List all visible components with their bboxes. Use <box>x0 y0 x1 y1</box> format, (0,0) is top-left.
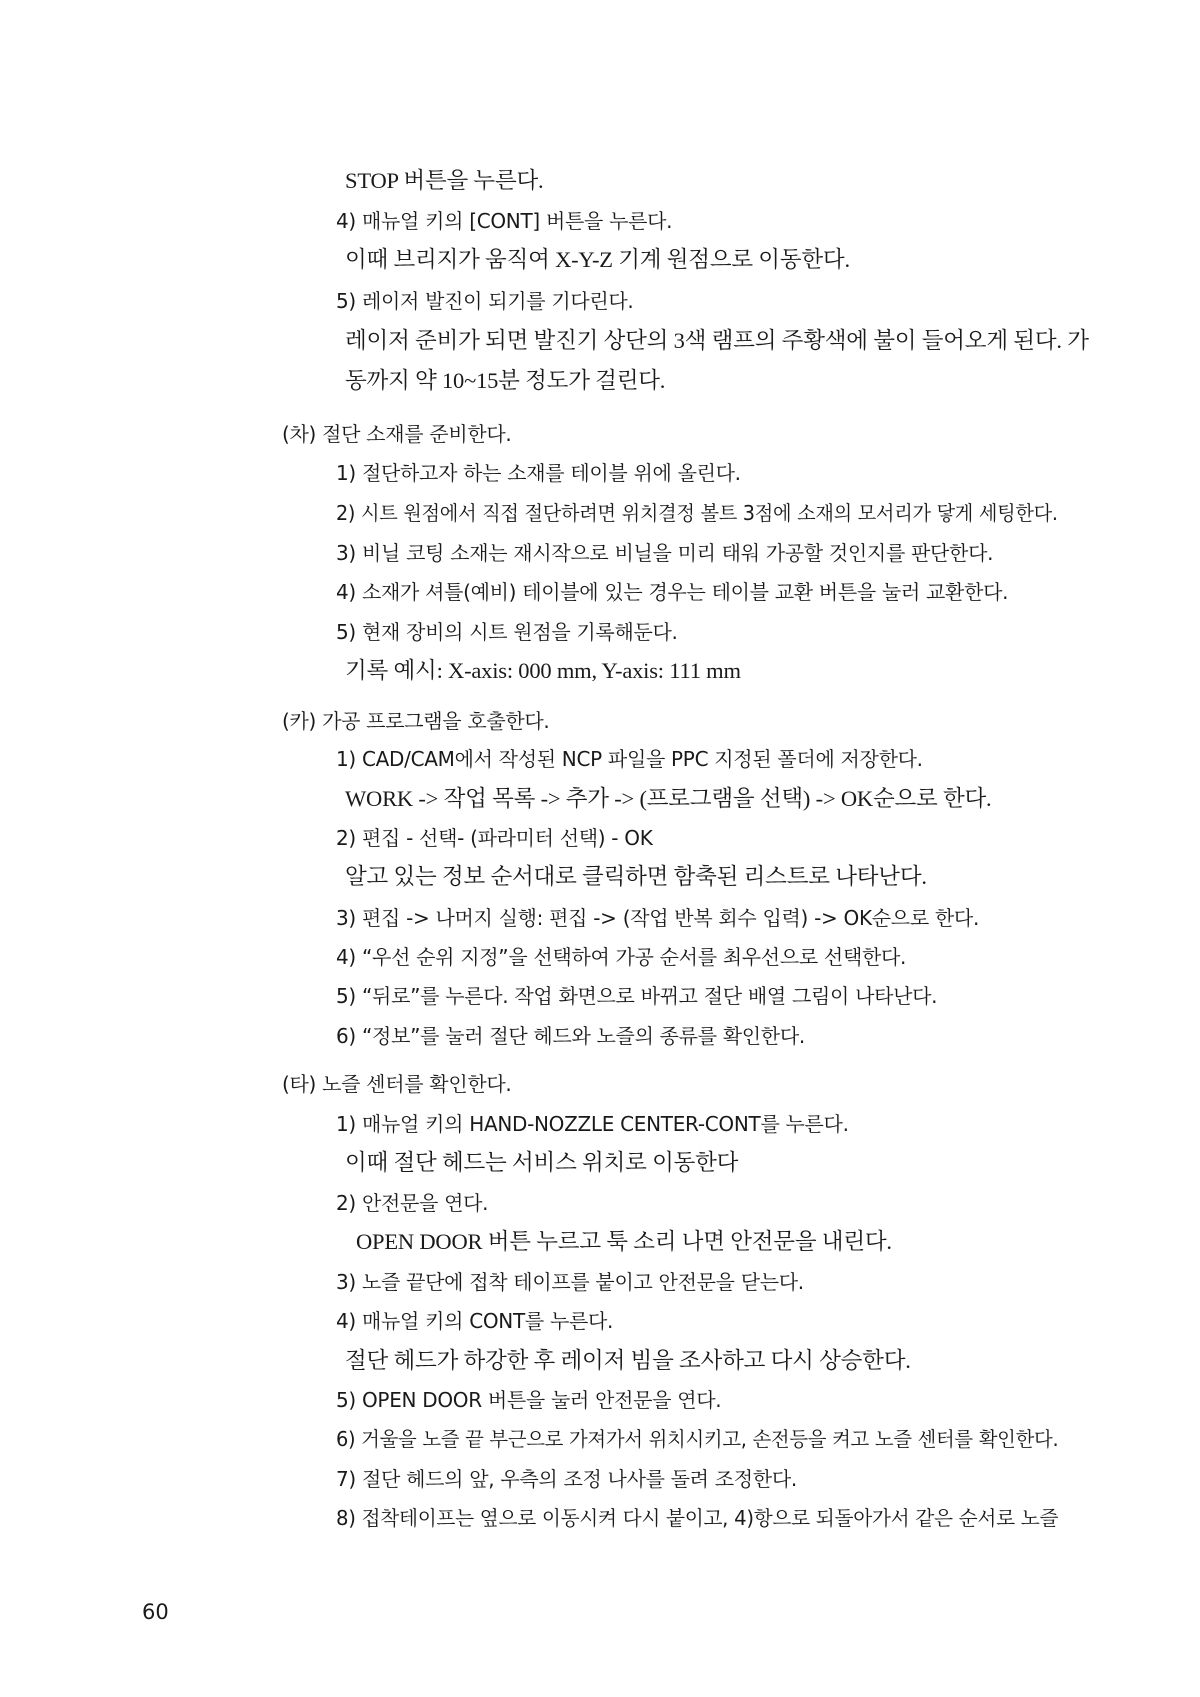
list-item: 2) 편집 - 선택- (파라미터 선택) - OK <box>336 826 653 850</box>
list-item: 1) CAD/CAM에서 작성된 NCP 파일을 PPC 지정된 폴더에 저장한다. <box>336 747 923 771</box>
list-item: 1) 절단하고자 하는 소재를 테이블 위에 올린다. <box>336 461 741 485</box>
list-item: 4) 소재가 셔틀(예비) 테이블에 있는 경우는 테이블 교환 버튼을 눌러 교환한다. <box>336 580 1009 604</box>
list-item: 3) 노즐 끝단에 접착 테이프를 붙이고 안전문을 닫는다. <box>336 1270 804 1294</box>
list-item: 5) “뒤로”를 누른다. 작업 화면으로 바뀌고 절단 배열 그림이 나타난다. <box>336 984 938 1008</box>
list-item: 5) OPEN DOOR 버튼을 눌러 안전문을 연다. <box>336 1388 722 1412</box>
list-item: 4) 매뉴얼 키의 [CONT] 버튼을 누른다. <box>336 209 673 233</box>
list-item: 7) 절단 헤드의 앞, 우측의 조정 나사를 돌려 조정한다. <box>336 1467 797 1491</box>
page-number: 60 <box>142 1600 169 1624</box>
list-item: 4) 매뉴얼 키의 CONT를 누른다. <box>336 1309 614 1333</box>
section-heading: (카) 가공 프로그램을 호출한다. <box>282 709 550 733</box>
text-line: 절단 헤드가 하강한 후 레이저 빔을 조사하고 다시 상승한다. <box>345 1348 911 1373</box>
list-item: 6) “정보”를 눌러 절단 헤드와 노즐의 종류를 확인한다. <box>336 1024 805 1048</box>
text-line: STOP 버튼을 누른다. <box>345 168 544 193</box>
list-item: 8) 접착테이프는 옆으로 이동시켜 다시 붙이고, 4)항으로 되돌아가서 같은 순서로 노즐 <box>336 1506 1059 1530</box>
section-heading: (타) 노즐 센터를 확인한다. <box>282 1072 512 1096</box>
list-item: 6) 거울을 노즐 끝 부근으로 가져가서 위치시키고, 손전등을 켜고 노즐 센터를 확인한다. <box>336 1427 1059 1451</box>
list-item: 5) 레이저 발진이 되기를 기다린다. <box>336 289 634 313</box>
text-line: 레이저 준비가 되면 발진기 상단의 3색 램프의 주황색에 불이 들어오게 된다. 가 <box>345 328 1089 353</box>
text-line: 알고 있는 정보 순서대로 클릭하면 함축된 리스트로 나타난다. <box>345 864 927 889</box>
text-line: 기록 예시: X-axis: 000 mm, Y-axis: 111 mm <box>345 658 741 683</box>
text-line: 이때 브리지가 움직여 X-Y-Z 기계 원점으로 이동한다. <box>345 247 850 272</box>
text-line: 동까지 약 10~15분 정도가 걸린다. <box>345 368 666 393</box>
list-item: 5) 현재 장비의 시트 원점을 기록해둔다. <box>336 620 678 644</box>
list-item: 2) 시트 원점에서 직접 절단하려면 위치결정 볼트 3점에 소재의 모서리가 닿게 세팅한다. <box>336 501 1058 525</box>
text-line: WORK -> 작업 목록 -> 추가 -> (프로그램을 선택) -> OK순으로 한다. <box>345 786 992 811</box>
list-item: 4) “우선 순위 지정”을 선택하여 가공 순서를 최우선으로 선택한다. <box>336 945 907 969</box>
list-item: 1) 매뉴얼 키의 HAND-NOZZLE CENTER-CONT를 누른다. <box>336 1112 849 1136</box>
text-line: OPEN DOOR 버튼 누르고 툭 소리 나면 안전문을 내린다. <box>356 1229 892 1254</box>
section-heading: (차) 절단 소재를 준비한다. <box>282 422 512 446</box>
text-line: 이때 절단 헤드는 서비스 위치로 이동한다 <box>345 1150 739 1175</box>
list-item: 2) 안전문을 연다. <box>336 1191 489 1215</box>
list-item: 3) 편집 -> 나머지 실행: 편집 -> (작업 반복 회수 입력) -> OK순으로 한다. <box>336 906 979 930</box>
list-item: 3) 비닐 코팅 소재는 재시작으로 비닐을 미리 태워 가공할 것인지를 판단한다. <box>336 541 994 565</box>
